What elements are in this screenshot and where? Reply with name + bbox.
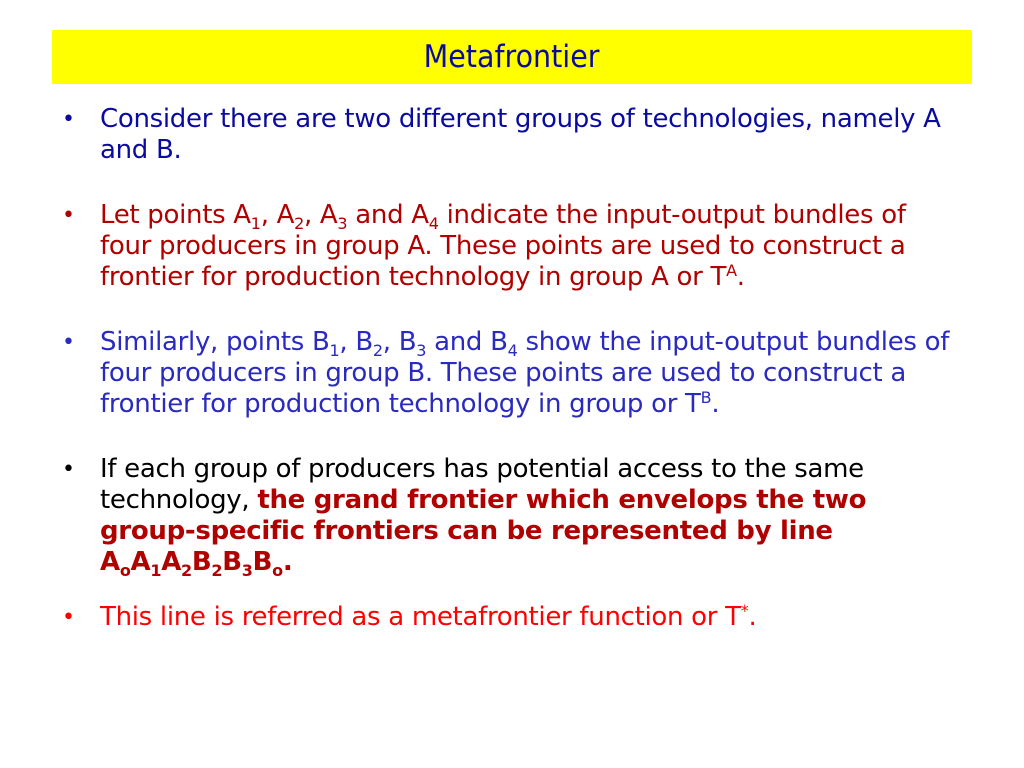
bullet-1-text: Consider there are two different groups of technologies, namely A and B. (100, 104, 941, 165)
bullet-5-text: This line is referred as a metafrontier function or T*. (100, 601, 757, 632)
bullet-4-text: If each group of producers has potential access to the same technology, the grand frontier which envelops the two group-specific frontiers can be represented by line $A_oA_1A_2B_2B_3B_o$. (100, 454, 867, 580)
bullet-dot: • (62, 457, 75, 482)
bullet-dot: • (62, 203, 75, 228)
bullet-4 (62, 454, 962, 578)
bullet-list (62, 104, 962, 633)
bullet-dot: • (62, 605, 75, 630)
bullet-2 (62, 200, 962, 293)
bullet-5 (62, 602, 962, 633)
bullet-dot: • (62, 330, 75, 355)
bullet-4-emphasis: the grand frontier which envelops the two group-specific frontiers can be represented by line $A_oA_1A_2B_2B_3B_o$. (100, 485, 867, 580)
bullet-1 (62, 104, 962, 166)
bullet-2-text: Let points $A_1$, $A_2$, $A_3$ and $A_4$ indicate the input-output bundles of four producers in group A. These points are used to construct a frontier for production technology in group A or $T^A$. (100, 200, 906, 292)
bullet-dot: • (62, 107, 75, 132)
title-bar (52, 30, 972, 84)
bullet-3-text: Similarly, points $B_1$, $B_2$, $B_3$ and $B_4$ show the input-output bundles of four producers in group B. These points are used to construct a frontier for production technology in group or $T^B$. (100, 327, 950, 419)
slide-title: Metafrontier (424, 39, 600, 75)
bullet-3 (62, 327, 962, 420)
